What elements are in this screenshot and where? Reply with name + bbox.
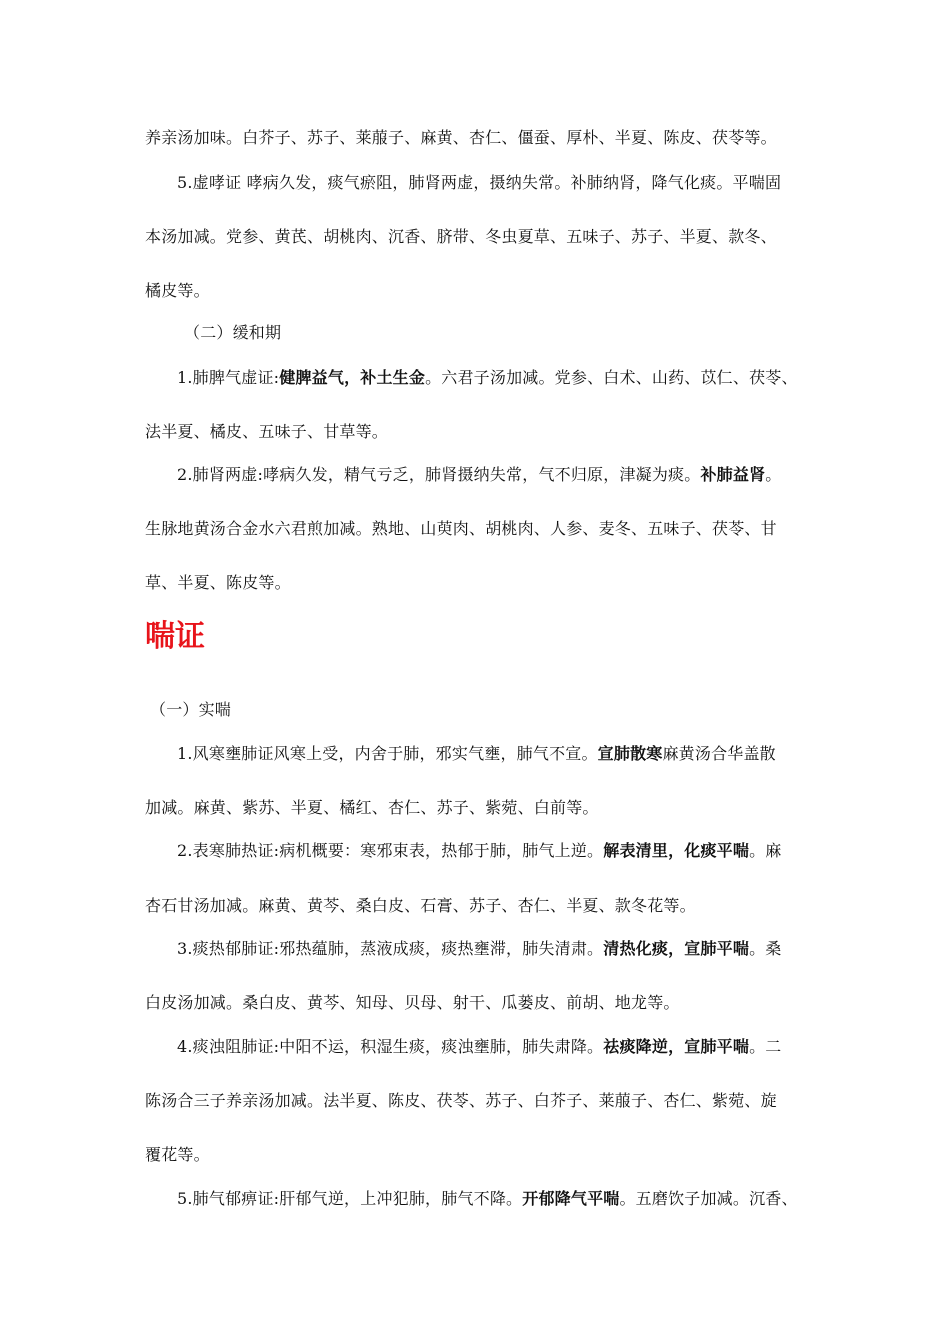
text-run: 。桑: [749, 939, 782, 958]
paragraph-line: [177, 840, 857, 862]
paragraph-line: 本汤加减。党参、黄芪、胡桃肉、沉香、脐带、冬虫夏草、五味子、苏子、半夏、款冬、: [145, 227, 777, 246]
text-run: 。麻: [749, 841, 782, 860]
paragraph-line: 5.虚哮证 哮病久发，痰气瘀阻，肺肾两虚，摄纳失常。补肺纳肾，降气化痰。平喘固: [177, 173, 782, 192]
paragraph-line: [177, 1188, 857, 1210]
paragraph-line: [177, 367, 857, 389]
paragraph-line: 杏石甘汤加减。麻黄、黄芩、桑白皮、石膏、苏子、杏仁、半夏、款冬花等。: [145, 896, 696, 915]
emphasis-text: 补肺益肾: [700, 465, 766, 484]
paragraph-line: 陈汤合三子养亲汤加减。法半夏、陈皮、茯苓、苏子、白芥子、莱菔子、杏仁、紫菀、旋: [145, 1091, 777, 1110]
emphasis-text: 解表清里，化痰平喘: [603, 841, 750, 860]
paragraph-line: 生脉地黄汤合金水六君煎加减。熟地、山萸肉、胡桃肉、人参、麦冬、五味子、茯苓、甘: [145, 519, 777, 538]
paragraph-line: 加减。麻黄、紫苏、半夏、橘红、杏仁、苏子、紫菀、白前等。: [145, 798, 599, 817]
text-run: 。六君子汤加减。党参、白术、山药、苡仁、茯苓、: [425, 368, 798, 387]
sub-heading: （二）缓和期: [184, 323, 282, 342]
emphasis-text: 宣肺散寒: [597, 744, 663, 763]
paragraph-line: [177, 743, 857, 765]
paragraph-line: [177, 464, 857, 486]
text-run: 2.肺肾两虚:哮病久发，精气亏乏，肺肾摄纳失常，气不归原，津凝为痰。: [177, 465, 701, 484]
emphasis-text: 开郁降气平喘: [522, 1189, 620, 1208]
emphasis-text: 健脾益气，补土生金: [279, 368, 426, 387]
paragraph-line: 覆花等。: [145, 1145, 210, 1164]
paragraph-line: 法半夏、橘皮、五味子、甘草等。: [145, 422, 389, 441]
text-run: 。五磨饮子加减。沉香、: [619, 1189, 798, 1208]
text-run: 1.风寒壅肺证风寒上受，内舍于肺，邪实气壅，肺气不宣。: [177, 744, 598, 763]
text-run: 2.表寒肺热证:病机概要：寒邪束表，热郁于肺，肺气上逆。: [177, 841, 604, 860]
emphasis-text: 祛痰降逆，宣肺平喘: [603, 1037, 750, 1056]
text-run: 1.肺脾气虚证:: [177, 368, 280, 387]
emphasis-text: 清热化痰，宣肺平喘: [603, 939, 750, 958]
text-run: 。二: [749, 1037, 782, 1056]
paragraph-line: 白皮汤加减。桑白皮、黄芩、知母、贝母、射干、瓜蒌皮、前胡、地龙等。: [145, 993, 680, 1012]
text-run: 麻黄汤合华盖散: [662, 744, 776, 763]
paragraph-line: [177, 938, 857, 960]
text-run: 5.肺气郁痹证:肝郁气逆，上冲犯肺，肺气不降。: [177, 1189, 523, 1208]
section-heading: 喘证: [145, 619, 205, 654]
paragraph-line: 养亲汤加味。白芥子、苏子、莱菔子、麻黄、杏仁、僵蚕、厚朴、半夏、陈皮、茯苓等。: [145, 128, 777, 147]
paragraph-line: 草、半夏、陈皮等。: [145, 573, 291, 592]
text-run: 。: [765, 465, 782, 484]
paragraph-line: [177, 1036, 857, 1058]
sub-heading: （一）实喘: [150, 700, 232, 719]
text-run: 4.痰浊阻肺证:中阳不运，积湿生痰，痰浊壅肺，肺失肃降。: [177, 1037, 604, 1056]
text-run: 3.痰热郁肺证:邪热蕴肺，蒸液成痰，痰热壅滞，肺失清肃。: [177, 939, 604, 958]
paragraph-line: 橘皮等。: [145, 281, 210, 300]
